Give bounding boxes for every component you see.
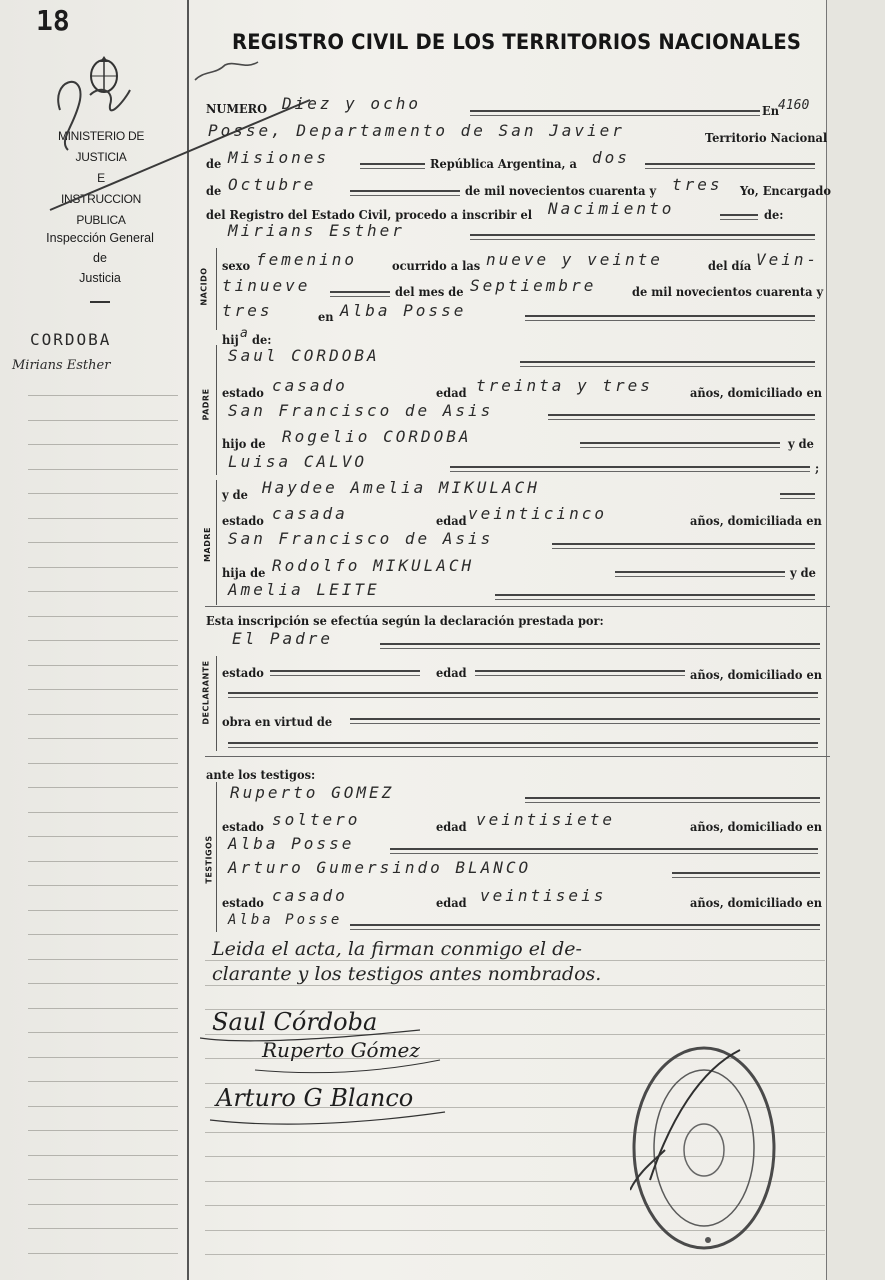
testigos-label: ante los testigos: [206,768,316,782]
abuela-materna: Amelia LEITE [228,580,380,599]
de-label: de [206,157,222,171]
territorio-value: Misiones [228,148,330,167]
padre-nombre: Saul CORDOBA [228,346,380,365]
margin-rule [28,1179,178,1180]
estado-label: estado [222,666,264,680]
fill-line [228,692,818,698]
y-de-label: y de [788,437,814,451]
margin-rule [28,542,178,543]
margin-rule [28,518,178,519]
signature-flourish [200,1000,460,1140]
madre-domicilio: San Francisco de Asis [228,529,494,548]
fill-line [350,924,820,930]
margin-rule [28,395,178,396]
declaracion-label: Esta inscripción se efectúa según la declaración prestada por: [206,614,604,628]
fill-line [548,414,815,420]
margin-rule [28,812,178,813]
margin-rule [28,1155,178,1156]
estado-label: estado [222,896,264,910]
margin-rule [28,1106,178,1107]
de-label: de [206,184,222,198]
madre-estado: casada [272,504,348,523]
margin-given-names: Mirians Esther [12,358,111,373]
del-mes-label: del mes de [395,285,464,299]
mil-label: de mil novecientos cuarenta y [465,184,657,198]
republica-label: República Argentina, a [430,157,577,171]
testigo1-nombre: Ruperto GOMEZ [230,783,395,802]
declarante-nombre: El Padre [232,629,334,648]
inspeccion-line-1: Inspección General [46,231,154,245]
madre-y-de-label: y de [222,488,248,502]
fill-line [580,442,780,448]
margin-rule [28,714,178,715]
yo-label: Yo, Encargado [740,184,831,198]
hija-de-label: hija de [222,566,266,580]
anios-dom-label: años, domiciliado en [690,386,823,400]
dia-value: dos [592,148,630,167]
section-label-testigos: TESTIGOS [204,835,214,884]
margin-rule [28,738,178,739]
nac-mil-label: de mil novecientos cuarenta y [632,285,824,299]
anios-dom-label: años, domiciliado en [690,668,823,682]
anios-doma-label: años, domiciliada en [690,514,822,528]
fill-line [475,670,685,676]
fill-line [525,797,820,803]
fill-line [495,594,815,600]
numero-label: NUMERO [206,102,268,116]
lugar-value: Alba Posse [340,301,467,320]
acto-value: Nacimiento [548,199,675,218]
en-label: En [762,104,779,118]
del-dia-label: del día [708,259,752,273]
fill-line [360,163,425,169]
section-brace [216,345,217,475]
estado-label: estado [222,820,264,834]
signature-testigo2: Arturo G Blanco [216,1084,414,1112]
testigo2-domicilio: Alba Posse [228,912,343,928]
edad-label: edad [436,896,467,910]
margin-rule [28,493,178,494]
nac-anio-value: tres [222,301,273,320]
nac-dia-value-1: Vein- [756,250,820,269]
testigo1-edad: veintisiete [476,810,615,829]
registro-label: del Registro del Estado Civil, procedo a inscribir el [206,208,533,222]
binding-strip [826,0,885,1280]
margin-rule [28,469,178,470]
abuelo-paterno: Rogelio CORDOBA [282,427,472,446]
en-lugar-label: en [318,310,334,324]
section-brace [216,248,217,330]
margin-surname: CORDOBA [30,330,112,349]
section-brace [216,480,217,605]
margin-rule [28,1204,178,1205]
de-colon-label: de: [764,208,784,222]
edad-label: edad [436,820,467,834]
abuela-paterna: Luisa CALVO [228,452,367,471]
margin-rule [28,1081,178,1082]
inspeccion-line-3: Justicia [79,271,121,285]
margin-rule [28,983,178,984]
fill-line [645,163,815,169]
fill-line [390,848,818,854]
nac-mes-value: Septiembre [470,276,597,295]
testigo2-edad: veintiseis [480,886,607,905]
hijo-suffix: a [240,326,248,341]
sexo-label: sexo [222,259,251,273]
section-label-madre: MADRE [202,527,212,562]
padre-domicilio: San Francisco de Asis [228,401,494,420]
margin-rule [28,1228,178,1229]
testigo1-estado: soltero [272,810,361,829]
nac-dia-value-2: tinueve [222,276,311,295]
ministry-line-3: INSTRUCCION PUBLICA [60,192,142,227]
anios-dom-label: años, domiciliado en [690,820,823,834]
section-brace [216,782,217,932]
numero-value: Diez y ocho [282,94,421,113]
hijo-label: hij [222,333,239,347]
madre-nombre: Haydee Amelia MIKULACH [262,478,540,497]
padre-edad: treinta y tres [476,376,653,395]
fill-line [470,234,815,240]
ministry-line-1: MINISTERIO DE JUSTICIA [57,129,145,164]
fill-line [720,214,758,220]
page-number: 18 [36,4,70,37]
signature-testigo1: Ruperto Gómez [262,1038,420,1062]
fill-line [450,466,810,472]
estado-label: estado [222,386,264,400]
fill-line [350,718,820,724]
margin-rule [28,836,178,837]
fill-line [330,291,390,297]
fill-line [228,742,818,748]
section-divider [205,606,830,607]
section-brace [216,656,217,751]
fill-line [672,872,820,878]
fill-line [380,643,820,649]
margin-rule [28,1253,178,1254]
madre-edad: veinticinco [468,504,607,523]
anio-value: tres [672,175,723,194]
anios-dom-label: años, domiciliado en [690,896,823,910]
form-rule [205,960,825,961]
margin-rule [28,787,178,788]
semicolon: ; [815,461,820,475]
obra-label: obra en virtud de [222,715,333,729]
section-label-nacido: NACIDO [199,267,209,306]
section-label-padre: PADRE [201,388,211,421]
closing-line-1: Leida el acta, la firman conmigo el de- [212,938,582,960]
edad-label: edad [436,386,467,400]
section-divider [205,756,830,757]
hijo-de2-label: hijo de [222,437,266,451]
hijo-de-label: de: [252,333,272,347]
closing-line-2: clarante y los testigos antes nombrados. [212,963,602,985]
margin-rule [28,444,178,445]
document-title: REGISTRO CIVIL DE LOS TERRITORIOS NACIONALES [232,30,802,54]
mes-value: Octubre [228,175,317,194]
inspeccion-line-2: de [93,251,107,265]
sexo-value: femenino [256,250,358,269]
margin-rule [28,689,178,690]
margin-rule [28,616,178,617]
fill-line [552,543,815,549]
margin-rule [28,763,178,764]
form-rule [205,1254,825,1255]
margin-rule [28,910,178,911]
margin-rule [28,665,178,666]
y-de-label: y de [790,566,816,580]
margin-rule [28,1032,178,1033]
margin-rule [28,1130,178,1131]
margin-rule [28,885,178,886]
edad-label: edad [436,514,467,528]
margin-rule [28,640,178,641]
section-label-declarante: DECLARANTE [201,660,211,725]
testigo2-nombre: Arturo Gumersindo BLANCO [228,858,532,877]
fill-line [470,110,760,116]
fill-line [780,493,815,499]
padre-estado: casado [272,376,348,395]
ocurrido-label: ocurrido a las [392,259,481,273]
hora-value: nueve y veinte [486,250,663,269]
edad-label: edad [436,666,467,680]
fill-line [520,361,815,367]
margin-dash [90,301,110,303]
ministry-line-2: E [97,171,105,185]
fill-line [525,315,815,321]
margin-rule [28,1057,178,1058]
margin-rule [28,591,178,592]
en-value: 4160 [778,98,810,113]
fill-line [270,670,420,676]
official-seal-stamp [630,1040,778,1250]
signature-declarante: Saul Córdoba [212,1008,378,1036]
margin-rule [28,1008,178,1009]
nombre-value: Mirians Esther [228,221,405,240]
territorio-label: Territorio Nacional [705,131,828,145]
testigo1-domicilio: Alba Posse [228,834,355,853]
testigo2-estado: casado [272,886,348,905]
margin-rule [28,934,178,935]
fill-line [350,190,460,196]
margin-rule [28,861,178,862]
abuelo-materno: Rodolfo MIKULACH [272,556,475,575]
estado-label: estado [222,514,264,528]
margin-rule [28,420,178,421]
margin-rule [28,959,178,960]
margin-rule [28,567,178,568]
fill-line [615,571,785,577]
locality-value: Posse, Departamento de San Javier [208,121,625,140]
